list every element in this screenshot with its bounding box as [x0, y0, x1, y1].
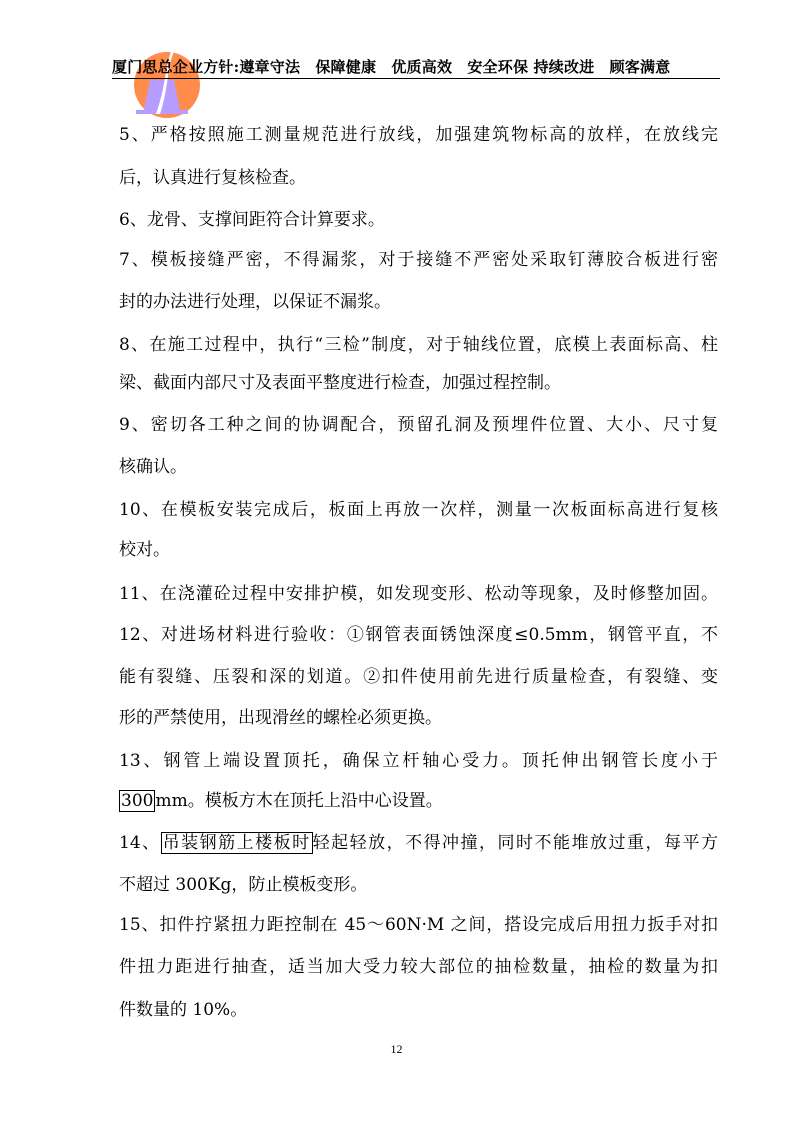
text-line: [119, 999, 718, 1021]
text-line: [119, 666, 718, 688]
text-line: [119, 707, 718, 729]
text-line: [119, 956, 718, 978]
text-line: [119, 209, 718, 231]
text-line: [119, 832, 718, 854]
text-line: [119, 539, 718, 561]
text-segment: 12、对进场材料进行验收：①钢管表面锈蚀深度≤0.5mm，钢管平直，不: [119, 625, 718, 645]
text-segment: 件数量的 10%。: [119, 1000, 248, 1020]
text-segment: 15、扣件拧紧扭力距控制在 45～60N·M 之间，搭设完成后用扭力扳手对扣: [119, 915, 718, 935]
text-segment: 能有裂缝、压裂和深的划道。②扣件使用前先进行质量检查，有裂缝、变: [119, 667, 718, 687]
text-segment: 5、严格按照施工测量规范进行放线，加强建筑物标高的放样，在放线完: [119, 125, 718, 145]
text-segment: 件扭力距进行抽查，适当加大受力较大部位的抽检数量，抽检的数量为扣: [119, 957, 718, 977]
page-header-policy: 厦门思总企业方针:遵章守法 保障健康 优质高效 安全环保 持续改进 顾客满意: [112, 58, 671, 76]
text-segment: 8、在施工过程中，执行“三检”制度，对于轴线位置，底模上表面标高、柱: [119, 335, 718, 355]
company-logo-icon: [126, 40, 216, 120]
text-line: [119, 372, 718, 394]
text-segment: 形的严禁使用，出现滑丝的螺栓必须更换。: [119, 708, 442, 728]
text-segment: 核确认。: [119, 457, 187, 477]
text-segment: 不超过 300Kg，防止模板变形。: [119, 875, 368, 895]
text-segment: 14、: [119, 833, 161, 853]
text-line: [119, 249, 718, 271]
text-segment: 13、钢管上端设置顶托，确保立杆轴心受力。顶托伸出钢管长度小于: [119, 751, 718, 771]
text-line: [119, 583, 718, 605]
text-line: [119, 874, 718, 896]
text-segment: 9、密切各工种之间的协调配合，预留孔洞及预埋件位置、大小、尺寸复: [119, 415, 718, 435]
text-line: [119, 750, 718, 772]
text-segment: mm。模板方木在顶托上沿中心设置。: [155, 791, 443, 811]
text-line: [119, 414, 718, 436]
text-segment: 梁、截面内部尺寸及表面平整度进行检查，加强过程控制。: [119, 373, 561, 393]
text-segment: 轻起轻放，不得冲撞，同时不能堆放过重，每平方: [312, 833, 718, 853]
text-line: [119, 624, 718, 646]
text-segment: 7、模板接缝严密，不得漏浆，对于接缝不严密处采取钉薄胶合板进行密: [119, 250, 718, 270]
text-line: [119, 167, 718, 189]
text-segment: 封的办法进行处理，以保证不漏浆。: [119, 292, 391, 312]
text-line: [119, 291, 718, 313]
text-segment: 校对。: [119, 540, 170, 560]
text-line: [119, 124, 718, 146]
text-segment: 6、龙骨、支撑间距符合计算要求。: [119, 210, 385, 230]
text-line: [119, 914, 718, 936]
page-number: 12: [390, 1042, 403, 1056]
text-segment: 11、在浇灌砼过程中安排护模，如发现变形、松动等现象，及时修整加固。: [119, 584, 718, 604]
text-line: [119, 790, 718, 812]
text-line: [119, 456, 718, 478]
boxed-text: 300: [121, 791, 154, 811]
text-segment: 后，认真进行复核检查。: [119, 168, 306, 188]
header-rule: [112, 78, 720, 79]
text-segment: 10、在模板安装完成后，板面上再放一次样，测量一次板面标高进行复核: [119, 500, 718, 520]
boxed-text: 吊装钢筋上楼板时: [162, 833, 311, 853]
text-line: [119, 499, 718, 521]
text-line: [119, 334, 718, 356]
